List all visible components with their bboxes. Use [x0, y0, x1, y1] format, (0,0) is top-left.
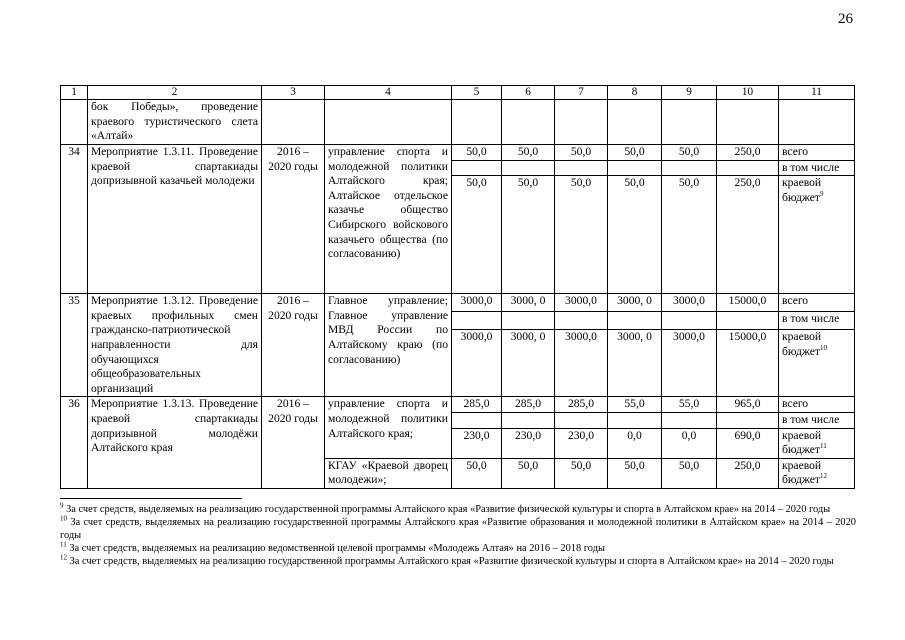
source-label: в том числе [779, 312, 855, 330]
footnote: $^{11}$ За счет средств, выделяемых на реализацию ведомственной целевой программы «Молодежь Алтая» на 2016 – 2018 годы [60, 540, 605, 554]
value-cell: 250,0 [717, 458, 779, 488]
table-row [61, 294, 855, 312]
row-number: 34 [61, 145, 88, 294]
value-cell: 15000,0 [717, 330, 779, 397]
footnote: $^{12}$ За счет средств, выделяемых на реализацию государственной программы Алтайского края «Развитие физической культуры и спорта в Алтайском крае» на 2014 – 2020 годы [60, 553, 834, 567]
header-cell: 3 [262, 86, 325, 100]
period-cell: 2016 – 2020 годы [262, 294, 325, 397]
header-cell: 10 [717, 86, 779, 100]
value-cell: 50,0 [662, 458, 717, 488]
value-cell: 50,0 [452, 176, 502, 294]
program-table [60, 85, 855, 489]
value-cell: 50,0 [555, 145, 608, 161]
value-cell: 50,0 [452, 145, 502, 161]
header-cell: 6 [502, 86, 555, 100]
measure-cell: Мероприятие 1.3.11. Проведение краевой спартакиады допризывной казачьей молодежи [88, 145, 262, 294]
value-cell: 250,0 [717, 145, 779, 161]
value-cell: 3000, 0 [502, 330, 555, 397]
header-cell: 8 [608, 86, 662, 100]
value-cell: 285,0 [502, 397, 555, 413]
executor-cell: КГАУ «Краевой дворец молодежи»; [325, 458, 452, 488]
header-cell: 11 [779, 86, 855, 100]
value-cell: 55,0 [608, 397, 662, 413]
value-cell: 3000,0 [452, 330, 502, 397]
value-cell: 50,0 [452, 458, 502, 488]
source-label: краевой бюджет$^{10}$ [779, 330, 855, 397]
value-cell: 230,0 [502, 428, 555, 458]
value-cell: 690,0 [717, 428, 779, 458]
header-cell: 7 [555, 86, 608, 100]
source-label: краевой бюджет$^{12}$ [779, 458, 855, 488]
footnotes [60, 503, 856, 568]
header-cell: 2 [88, 86, 262, 100]
header-cell: 4 [325, 86, 452, 100]
table-row [61, 145, 855, 161]
value-cell: 3000,0 [555, 330, 608, 397]
value-cell: 55,0 [662, 397, 717, 413]
value-cell: 50,0 [608, 458, 662, 488]
header-cell: 1 [61, 86, 88, 100]
value-cell: 3000,0 [555, 294, 608, 312]
value-cell: 50,0 [502, 145, 555, 161]
source-label: всего [779, 145, 855, 161]
value-cell: 3000,0 [662, 294, 717, 312]
source-label: краевой бюджет$^{11}$ [779, 428, 855, 458]
executor-cell: Главное управление; Главное управление МВД России по Алтайскому краю (по согласованию) [325, 294, 452, 397]
page-number: 26 [838, 11, 853, 27]
value-cell: 0,0 [662, 428, 717, 458]
value-cell: 15000,0 [717, 294, 779, 312]
source-label: в том числе [779, 412, 855, 428]
value-cell: 50,0 [662, 176, 717, 294]
header-row [61, 86, 855, 100]
row-number: 35 [61, 294, 88, 397]
value-cell: 50,0 [608, 145, 662, 161]
footnote-ref: 9 [819, 189, 824, 198]
source-label: всего [779, 397, 855, 413]
source-label: в том числе [779, 160, 855, 176]
continuation-row [61, 100, 855, 145]
footnote-ref: 12 [819, 472, 827, 481]
value-cell: 285,0 [555, 397, 608, 413]
value-cell: 50,0 [502, 458, 555, 488]
measure-cell: бок Победы», проведение краевого туристического слета «Алтай» [88, 100, 262, 145]
source-label: краевой бюджет$^9$ [779, 176, 855, 294]
measure-cell: Мероприятие 1.3.13. Проведение краевой спартакиады допризывной молодёжи Алтайского края [88, 397, 262, 489]
executor-cell: управление спорта и молодежной политики Алтайского края; [325, 397, 452, 458]
value-cell: 0,0 [608, 428, 662, 458]
measure-cell: Мероприятие 1.3.12. Проведение краевых профильных смен гражданско-патриотической направленности для обучающихся общеобразовательных организаций [88, 294, 262, 397]
value-cell: 230,0 [452, 428, 502, 458]
value-cell: 3000, 0 [608, 294, 662, 312]
value-cell: 285,0 [452, 397, 502, 413]
value-cell: 50,0 [608, 176, 662, 294]
value-cell: 230,0 [555, 428, 608, 458]
value-cell: 3000, 0 [608, 330, 662, 397]
header-cell: 9 [662, 86, 717, 100]
value-cell: 965,0 [717, 397, 779, 413]
table-row [61, 397, 855, 413]
footnote-separator [60, 498, 242, 499]
row-number: 36 [61, 397, 88, 489]
value-cell: 250,0 [717, 176, 779, 294]
value-cell: 3000,0 [662, 330, 717, 397]
footnote: $^{10}$ За счет средств, выделяемых на реализацию государственной программы Алтайского края «Развитие образования и молодежной политики в Алтайском крае» на 2014 – 2020 годы [60, 514, 856, 541]
period-cell: 2016 – 2020 годы [262, 397, 325, 489]
value-cell: 50,0 [555, 458, 608, 488]
footnote-ref: 11 [819, 442, 827, 451]
value-cell: 3000, 0 [502, 294, 555, 312]
footnote-ref: 10 [819, 343, 827, 352]
footnote: $^9$ За счет средств, выделяемых на реализацию государственной программы Алтайского края «Развитие физической культуры и спорта в Алтайском крае» на 2014 – 2020 годы [60, 501, 831, 515]
header-cell: 5 [452, 86, 502, 100]
value-cell: 50,0 [502, 176, 555, 294]
value-cell: 50,0 [662, 145, 717, 161]
executor-cell: управление спорта и молодежной политики Алтайского края; Алтайское отдельское казачье общество Сибирского войскового казачьего общества (по согласованию) [325, 145, 452, 294]
source-label: всего [779, 294, 855, 312]
value-cell: 50,0 [555, 176, 608, 294]
period-cell: 2016 – 2020 годы [262, 145, 325, 294]
value-cell: 3000,0 [452, 294, 502, 312]
